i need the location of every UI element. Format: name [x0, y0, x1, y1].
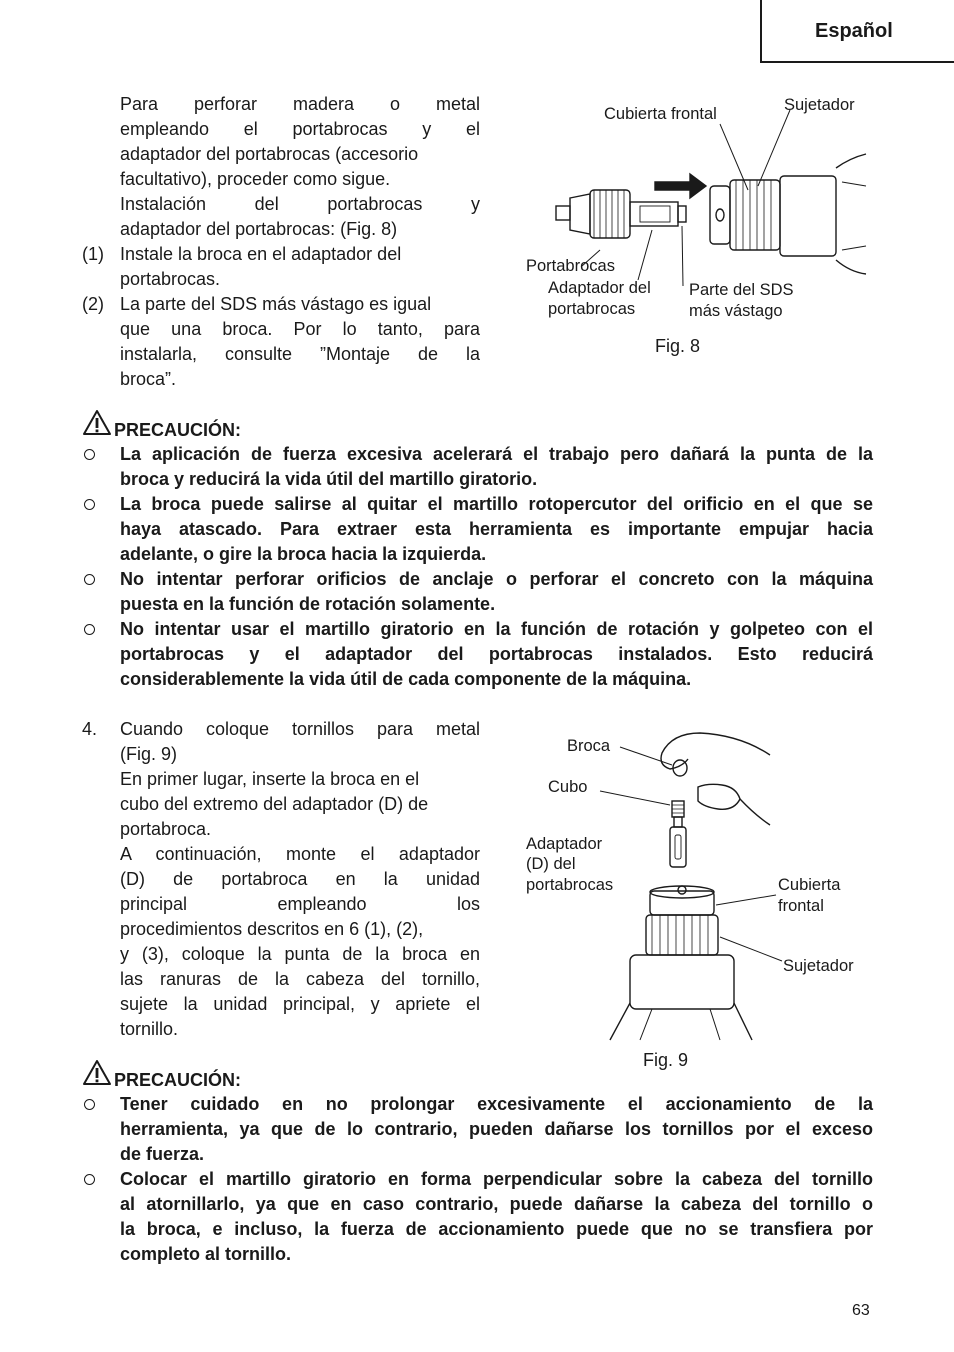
intro-line: adaptador del portabrocas (accesorio: [120, 144, 419, 164]
fig8-label-sds-1: Parte del SDS: [689, 281, 794, 299]
language-label: Español: [815, 20, 893, 42]
fig8-label-sds-2: más vástago: [689, 302, 783, 320]
bullet-circle-icon: [84, 574, 95, 585]
step-number: (2): [82, 294, 104, 314]
caution-line: portabrocas y el adaptador del portabrocas instalados. Esto reducirá: [120, 644, 873, 664]
caution-line: al atornillarlo, ya que en caso contrario, puede dañarse la cabeza del tornillo o: [120, 1194, 873, 1214]
fig8-label-adapter-2: portabrocas: [548, 300, 636, 318]
caution-line: Colocar el martillo giratorio en forma perpendicular sobre la cabeza del tornillo: [120, 1169, 873, 1189]
caution-line: haya atascado. Para extraer esta herramienta es importante empujar hacia: [120, 519, 873, 539]
caution-line: completo al tornillo.: [120, 1244, 292, 1264]
caution-line: La broca puede salirse al quitar el martillo rotopercutor del orificio en el que se: [120, 494, 873, 514]
step-line: (Fig. 9): [120, 744, 178, 764]
caution-line: Tener cuidado en no prolongar excesivamente el accionamiento de la: [120, 1094, 873, 1114]
fig8-label-front-cover: Cubierta frontal: [604, 105, 717, 123]
step-number: (1): [82, 244, 104, 264]
step-line: portabrocas.: [120, 269, 221, 289]
step-line: portabroca.: [120, 819, 212, 839]
caution-title: PRECAUCIÓN:: [114, 1070, 242, 1090]
step-line: principal empleando los: [120, 894, 480, 914]
fig9-illustration: [590, 725, 790, 1045]
bullet-circle-icon: [84, 499, 95, 510]
page-number: 63: [852, 1302, 870, 1319]
fig9-label-adapter-3: portabrocas: [526, 876, 614, 894]
intro-line: Instalación del portabrocas y: [120, 194, 480, 214]
caution-line: No intentar perforar orificios de anclaje o perforar el concreto con la máquina: [120, 569, 873, 589]
intro-line: empleando el portabrocas y el: [120, 119, 480, 139]
fig9-label-front-cover-2: frontal: [778, 897, 824, 915]
bullet-circle-icon: [84, 624, 95, 635]
intro-line: facultativo), proceder como sigue.: [120, 169, 391, 189]
step-line: Cuando coloque tornillos para metal: [120, 719, 480, 739]
caution-line: La aplicación de fuerza excesiva acelerará el trabajo pero dañará la punta de la: [120, 444, 873, 464]
caution-line: la broca, e incluso, la fuerza de accionamiento puede que no se transfiera por: [120, 1219, 873, 1239]
step-line: cubo del extremo del adaptador (D) de: [120, 794, 429, 814]
warning-triangle-icon: [82, 1059, 112, 1086]
step-line: tornillo.: [120, 1019, 179, 1039]
intro-line: Para perforar madera o metal: [120, 94, 480, 114]
step-line: instalarla, consulte ”Montaje de la: [120, 344, 480, 364]
step-line: (D) de portabroca en la unidad: [120, 869, 480, 889]
step-line: A continuación, monte el adaptador: [120, 844, 480, 864]
fig9-label-bit: Broca: [567, 737, 611, 755]
caution-line: de fuerza.: [120, 1144, 205, 1164]
fig8-label-grip: Sujetador: [784, 96, 855, 114]
caution-title: PRECAUCIÓN:: [114, 420, 242, 440]
step-line: broca”.: [120, 369, 177, 389]
caution-line: herramienta, ya que de lo contrario, pueden dañarse los tornillos por el exceso: [120, 1119, 873, 1139]
step-line: La parte del SDS más vástago es igual: [120, 294, 432, 314]
fig9-label-grip: Sujetador: [783, 957, 854, 975]
fig9-label-adapter-2: (D) del: [526, 855, 576, 873]
step-number: 4.: [82, 719, 98, 739]
step-line: sujete la unidad principal, y apriete el: [120, 994, 480, 1014]
fig8-caption: Fig. 8: [655, 336, 701, 356]
step-line: Instale la broca en el adaptador del: [120, 244, 402, 264]
step-line: y (3), coloque la punta de la broca en: [120, 944, 480, 964]
bullet-circle-icon: [84, 1099, 95, 1110]
caution-line: considerablemente la vida útil de cada componente de la máquina.: [120, 669, 692, 689]
bullet-circle-icon: [84, 1174, 95, 1185]
step-line: En primer lugar, inserte la broca en el: [120, 769, 420, 789]
fig8-label-chuck: Portabrocas: [526, 257, 615, 275]
fig9-label-hub: Cubo: [548, 778, 588, 796]
intro-line: adaptador del portabrocas: (Fig. 8): [120, 219, 398, 239]
fig8-label-adapter-1: Adaptador del: [548, 279, 651, 297]
warning-triangle-icon: [82, 409, 112, 436]
step-line: las ranuras de la cabeza del tornillo,: [120, 969, 480, 989]
bullet-circle-icon: [84, 449, 95, 460]
fig9-label-adapter-1: Adaptador: [526, 835, 603, 853]
step-line: que una broca. Por lo tanto, para: [120, 319, 480, 339]
language-tab: [760, 0, 954, 63]
step-line: procedimientos descritos en 6 (1), (2),: [120, 919, 424, 939]
caution-line: broca y reducirá la vida útil del martillo giratorio.: [120, 469, 538, 489]
fig9-label-front-cover-1: Cubierta: [778, 876, 841, 894]
caution-line: puesta en la función de rotación solamente.: [120, 594, 496, 614]
caution-line: adelante, o gire la broca hacia la izquierda.: [120, 544, 487, 564]
fig9-caption: Fig. 9: [643, 1050, 689, 1070]
caution-line: No intentar usar el martillo giratorio en la función de rotación y golpeteo con el: [120, 619, 873, 639]
